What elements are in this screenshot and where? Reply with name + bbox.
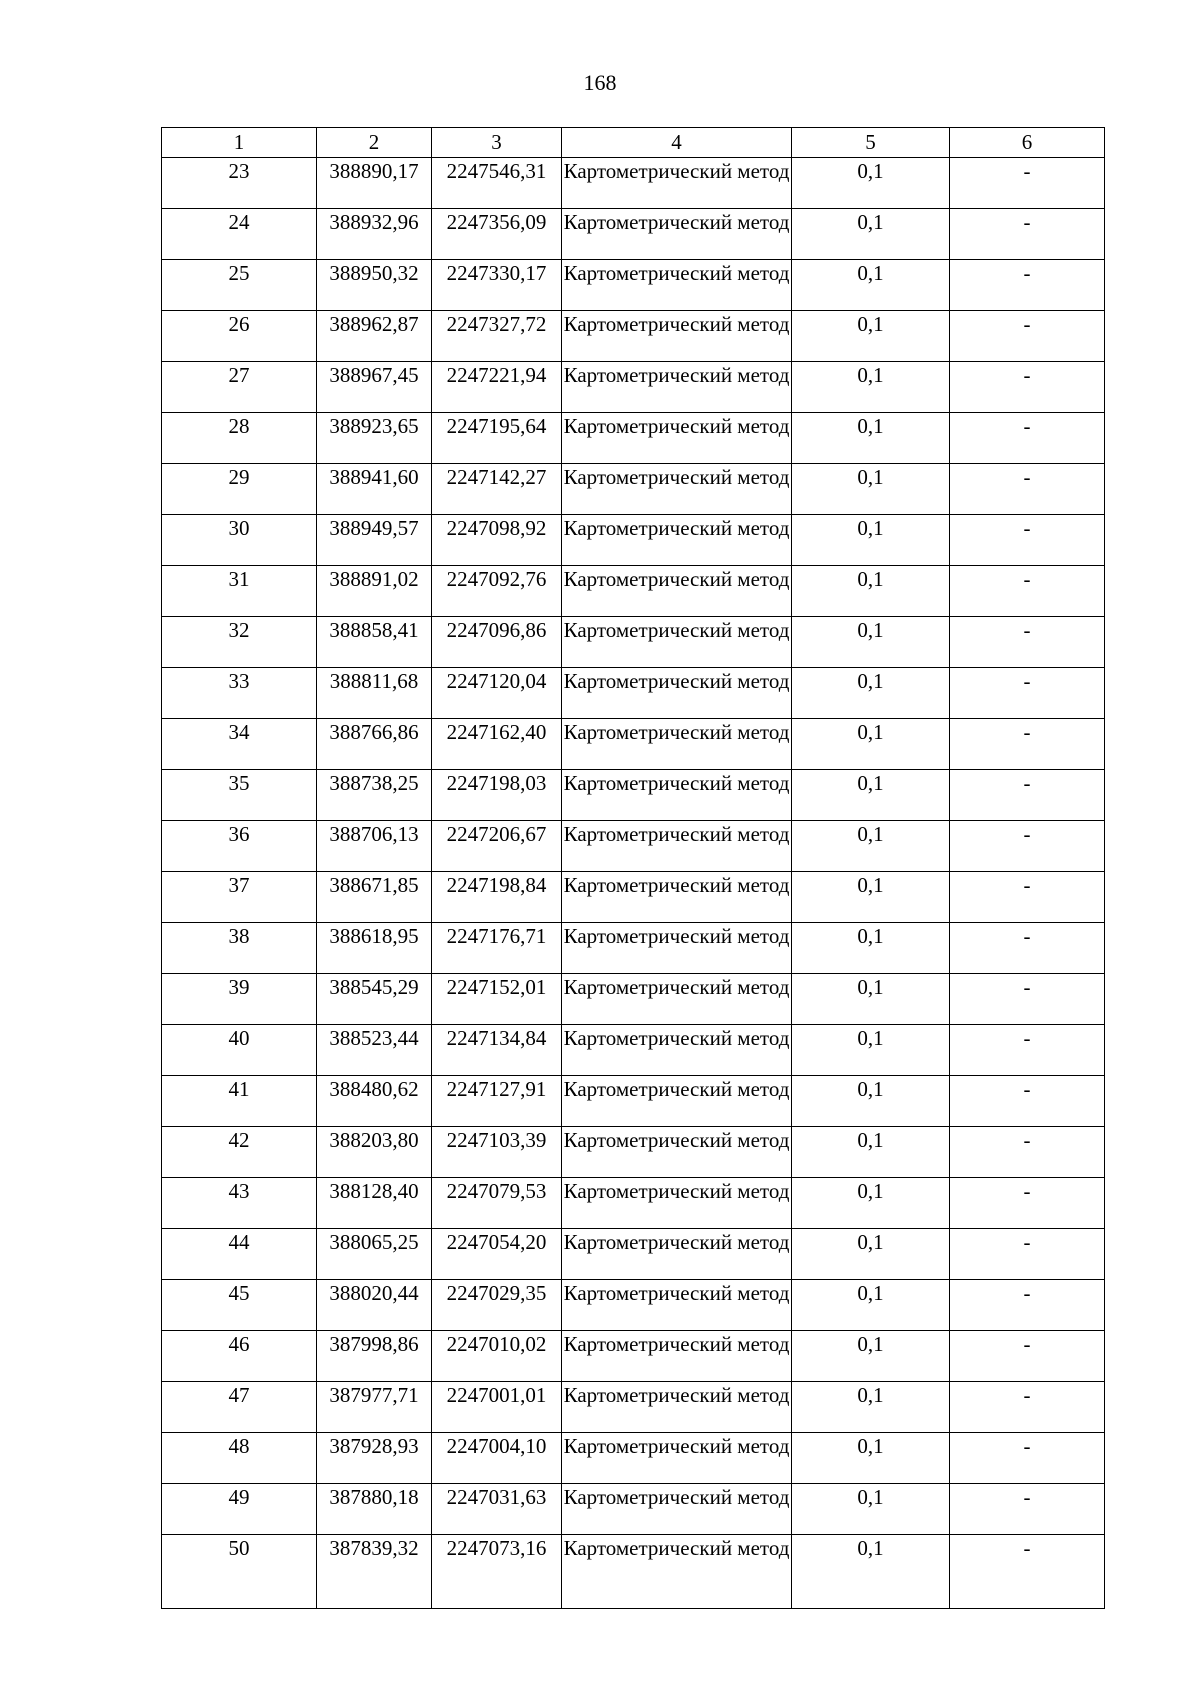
table-row bbox=[162, 1331, 1105, 1382]
method-cell bbox=[562, 974, 792, 1025]
x-coordinate-cell: 387928,93 bbox=[317, 1433, 432, 1484]
point-number-cell: 27 bbox=[162, 362, 317, 413]
note-cell: - bbox=[950, 209, 1105, 260]
y-coordinate-cell: 2247221,94 bbox=[432, 362, 562, 413]
y-coordinate-cell: 2247330,17 bbox=[432, 260, 562, 311]
accuracy-cell: 0,1 bbox=[792, 1433, 950, 1484]
table-row bbox=[162, 362, 1105, 413]
table-row bbox=[162, 1535, 1105, 1609]
table-row bbox=[162, 1025, 1105, 1076]
accuracy-cell: 0,1 bbox=[792, 413, 950, 464]
x-coordinate-cell: 387880,18 bbox=[317, 1484, 432, 1535]
table-row bbox=[162, 872, 1105, 923]
x-coordinate-cell: 388203,80 bbox=[317, 1127, 432, 1178]
x-coordinate-cell: 388941,60 bbox=[317, 464, 432, 515]
y-coordinate-cell: 2247079,53 bbox=[432, 1178, 562, 1229]
table-row bbox=[162, 1127, 1105, 1178]
accuracy-cell: 0,1 bbox=[792, 1127, 950, 1178]
point-number-cell: 42 bbox=[162, 1127, 317, 1178]
method-cell bbox=[562, 1280, 792, 1331]
coordinates-table bbox=[161, 127, 1105, 1609]
column-header-4: 4 bbox=[562, 128, 792, 158]
method-text: Картометрический метод bbox=[563, 363, 790, 387]
page-number: 168 bbox=[583, 70, 617, 95]
x-coordinate-cell: 388891,02 bbox=[317, 566, 432, 617]
method-cell bbox=[562, 1127, 792, 1178]
accuracy-cell: 0,1 bbox=[792, 1076, 950, 1127]
point-number-cell: 43 bbox=[162, 1178, 317, 1229]
method-cell bbox=[562, 668, 792, 719]
accuracy-cell: 0,1 bbox=[792, 1025, 950, 1076]
accuracy-cell: 0,1 bbox=[792, 1178, 950, 1229]
point-number-cell: 30 bbox=[162, 515, 317, 566]
method-cell bbox=[562, 1229, 792, 1280]
x-coordinate-cell: 388923,65 bbox=[317, 413, 432, 464]
x-coordinate-cell: 388128,40 bbox=[317, 1178, 432, 1229]
method-text: Картометрический метод bbox=[563, 414, 790, 438]
method-text: Картометрический метод bbox=[563, 1077, 790, 1101]
table-header bbox=[162, 128, 1105, 158]
note-cell: - bbox=[950, 1229, 1105, 1280]
x-coordinate-cell: 388706,13 bbox=[317, 821, 432, 872]
x-coordinate-cell: 388950,32 bbox=[317, 260, 432, 311]
method-text: Картометрический метод bbox=[563, 720, 790, 744]
point-number-cell: 25 bbox=[162, 260, 317, 311]
method-text: Картометрический метод bbox=[563, 1128, 790, 1152]
method-text: Картометрический метод bbox=[563, 1332, 790, 1356]
note-cell: - bbox=[950, 668, 1105, 719]
x-coordinate-cell: 388618,95 bbox=[317, 923, 432, 974]
x-coordinate-cell: 388020,44 bbox=[317, 1280, 432, 1331]
method-text: Картометрический метод bbox=[563, 975, 790, 999]
x-coordinate-cell: 388738,25 bbox=[317, 770, 432, 821]
method-cell bbox=[562, 1076, 792, 1127]
point-number-cell: 34 bbox=[162, 719, 317, 770]
y-coordinate-cell: 2247092,76 bbox=[432, 566, 562, 617]
point-number-cell: 37 bbox=[162, 872, 317, 923]
method-text: Картометрический метод bbox=[563, 1026, 790, 1050]
method-cell bbox=[562, 1331, 792, 1382]
note-cell: - bbox=[950, 1535, 1105, 1609]
point-number-cell: 45 bbox=[162, 1280, 317, 1331]
point-number-cell: 28 bbox=[162, 413, 317, 464]
accuracy-cell: 0,1 bbox=[792, 158, 950, 209]
accuracy-cell: 0,1 bbox=[792, 923, 950, 974]
method-cell bbox=[562, 158, 792, 209]
y-coordinate-cell: 2247004,10 bbox=[432, 1433, 562, 1484]
x-coordinate-cell: 388967,45 bbox=[317, 362, 432, 413]
note-cell: - bbox=[950, 260, 1105, 311]
x-coordinate-cell: 388545,29 bbox=[317, 974, 432, 1025]
table-row bbox=[162, 770, 1105, 821]
method-cell bbox=[562, 821, 792, 872]
method-cell bbox=[562, 464, 792, 515]
accuracy-cell: 0,1 bbox=[792, 1331, 950, 1382]
x-coordinate-cell: 387998,86 bbox=[317, 1331, 432, 1382]
y-coordinate-cell: 2247198,84 bbox=[432, 872, 562, 923]
x-coordinate-cell: 387977,71 bbox=[317, 1382, 432, 1433]
point-number-cell: 47 bbox=[162, 1382, 317, 1433]
y-coordinate-cell: 2247120,04 bbox=[432, 668, 562, 719]
y-coordinate-cell: 2247546,31 bbox=[432, 158, 562, 209]
table-row bbox=[162, 1433, 1105, 1484]
method-text: Картометрический метод bbox=[563, 312, 790, 336]
accuracy-cell: 0,1 bbox=[792, 566, 950, 617]
method-text: Картометрический метод bbox=[563, 822, 790, 846]
method-text: Картометрический метод bbox=[563, 567, 790, 591]
x-coordinate-cell: 388671,85 bbox=[317, 872, 432, 923]
method-cell bbox=[562, 719, 792, 770]
point-number-cell: 24 bbox=[162, 209, 317, 260]
note-cell: - bbox=[950, 158, 1105, 209]
table-row bbox=[162, 464, 1105, 515]
table-row bbox=[162, 1076, 1105, 1127]
method-text: Картометрический метод bbox=[563, 261, 790, 285]
method-cell bbox=[562, 413, 792, 464]
table-row bbox=[162, 1178, 1105, 1229]
method-cell bbox=[562, 923, 792, 974]
note-cell: - bbox=[950, 413, 1105, 464]
method-text: Картометрический метод bbox=[563, 669, 790, 693]
accuracy-cell: 0,1 bbox=[792, 209, 950, 260]
note-cell: - bbox=[950, 362, 1105, 413]
column-header-3: 3 bbox=[432, 128, 562, 158]
method-cell bbox=[562, 1433, 792, 1484]
point-number-cell: 46 bbox=[162, 1331, 317, 1382]
accuracy-cell: 0,1 bbox=[792, 617, 950, 668]
note-cell: - bbox=[950, 1382, 1105, 1433]
point-number-cell: 36 bbox=[162, 821, 317, 872]
y-coordinate-cell: 2247198,03 bbox=[432, 770, 562, 821]
x-coordinate-cell: 388523,44 bbox=[317, 1025, 432, 1076]
method-cell bbox=[562, 260, 792, 311]
accuracy-cell: 0,1 bbox=[792, 1382, 950, 1433]
x-coordinate-cell: 388962,87 bbox=[317, 311, 432, 362]
column-header-2: 2 bbox=[317, 128, 432, 158]
x-coordinate-cell: 388065,25 bbox=[317, 1229, 432, 1280]
method-text: Картометрический метод bbox=[563, 1179, 790, 1203]
accuracy-cell: 0,1 bbox=[792, 719, 950, 770]
accuracy-cell: 0,1 bbox=[792, 515, 950, 566]
accuracy-cell: 0,1 bbox=[792, 362, 950, 413]
y-coordinate-cell: 2247356,09 bbox=[432, 209, 562, 260]
y-coordinate-cell: 2247195,64 bbox=[432, 413, 562, 464]
point-number-cell: 40 bbox=[162, 1025, 317, 1076]
table-row bbox=[162, 974, 1105, 1025]
note-cell: - bbox=[950, 566, 1105, 617]
note-cell: - bbox=[950, 1178, 1105, 1229]
note-cell: - bbox=[950, 515, 1105, 566]
method-text: Картометрический метод bbox=[563, 1281, 790, 1305]
note-cell: - bbox=[950, 1280, 1105, 1331]
point-number-cell: 39 bbox=[162, 974, 317, 1025]
method-cell bbox=[562, 1484, 792, 1535]
point-number-cell: 32 bbox=[162, 617, 317, 668]
note-cell: - bbox=[950, 1433, 1105, 1484]
method-text: Картометрический метод bbox=[563, 210, 790, 234]
note-cell: - bbox=[950, 1025, 1105, 1076]
accuracy-cell: 0,1 bbox=[792, 260, 950, 311]
note-cell: - bbox=[950, 1484, 1105, 1535]
method-cell bbox=[562, 209, 792, 260]
y-coordinate-cell: 2247029,35 bbox=[432, 1280, 562, 1331]
x-coordinate-cell: 388766,86 bbox=[317, 719, 432, 770]
y-coordinate-cell: 2247134,84 bbox=[432, 1025, 562, 1076]
note-cell: - bbox=[950, 923, 1105, 974]
method-cell bbox=[562, 362, 792, 413]
accuracy-cell: 0,1 bbox=[792, 311, 950, 362]
note-cell: - bbox=[950, 821, 1105, 872]
x-coordinate-cell: 388932,96 bbox=[317, 209, 432, 260]
accuracy-cell: 0,1 bbox=[792, 1484, 950, 1535]
method-text: Картометрический метод bbox=[563, 618, 790, 642]
point-number-cell: 31 bbox=[162, 566, 317, 617]
method-text: Картометрический метод bbox=[563, 1536, 790, 1560]
note-cell: - bbox=[950, 974, 1105, 1025]
point-number-cell: 48 bbox=[162, 1433, 317, 1484]
method-cell bbox=[562, 872, 792, 923]
y-coordinate-cell: 2247327,72 bbox=[432, 311, 562, 362]
y-coordinate-cell: 2247096,86 bbox=[432, 617, 562, 668]
point-number-cell: 23 bbox=[162, 158, 317, 209]
note-cell: - bbox=[950, 617, 1105, 668]
point-number-cell: 49 bbox=[162, 1484, 317, 1535]
accuracy-cell: 0,1 bbox=[792, 770, 950, 821]
note-cell: - bbox=[950, 464, 1105, 515]
column-header-1: 1 bbox=[162, 128, 317, 158]
method-cell bbox=[562, 1535, 792, 1609]
table-row bbox=[162, 260, 1105, 311]
method-cell bbox=[562, 770, 792, 821]
point-number-cell: 29 bbox=[162, 464, 317, 515]
accuracy-cell: 0,1 bbox=[792, 464, 950, 515]
y-coordinate-cell: 2247098,92 bbox=[432, 515, 562, 566]
note-cell: - bbox=[950, 1331, 1105, 1382]
point-number-cell: 38 bbox=[162, 923, 317, 974]
point-number-cell: 41 bbox=[162, 1076, 317, 1127]
point-number-cell: 33 bbox=[162, 668, 317, 719]
note-cell: - bbox=[950, 311, 1105, 362]
note-cell: - bbox=[950, 872, 1105, 923]
table-row bbox=[162, 1280, 1105, 1331]
table-row bbox=[162, 1484, 1105, 1535]
table-row bbox=[162, 617, 1105, 668]
y-coordinate-cell: 2247206,67 bbox=[432, 821, 562, 872]
y-coordinate-cell: 2247010,02 bbox=[432, 1331, 562, 1382]
table-row bbox=[162, 1382, 1105, 1433]
table-row bbox=[162, 209, 1105, 260]
y-coordinate-cell: 2247176,71 bbox=[432, 923, 562, 974]
point-number-cell: 26 bbox=[162, 311, 317, 362]
method-text: Картометрический метод bbox=[563, 159, 790, 183]
point-number-cell: 50 bbox=[162, 1535, 317, 1609]
x-coordinate-cell: 388480,62 bbox=[317, 1076, 432, 1127]
method-text: Картометрический метод bbox=[563, 1230, 790, 1254]
table-row bbox=[162, 668, 1105, 719]
table-row bbox=[162, 821, 1105, 872]
y-coordinate-cell: 2247162,40 bbox=[432, 719, 562, 770]
method-cell bbox=[562, 1382, 792, 1433]
accuracy-cell: 0,1 bbox=[792, 872, 950, 923]
note-cell: - bbox=[950, 770, 1105, 821]
table-row bbox=[162, 1229, 1105, 1280]
table-row bbox=[162, 923, 1105, 974]
y-coordinate-cell: 2247103,39 bbox=[432, 1127, 562, 1178]
method-cell bbox=[562, 617, 792, 668]
accuracy-cell: 0,1 bbox=[792, 821, 950, 872]
table-row bbox=[162, 311, 1105, 362]
method-text: Картометрический метод bbox=[563, 465, 790, 489]
point-number-cell: 35 bbox=[162, 770, 317, 821]
y-coordinate-cell: 2247127,91 bbox=[432, 1076, 562, 1127]
accuracy-cell: 0,1 bbox=[792, 668, 950, 719]
y-coordinate-cell: 2247152,01 bbox=[432, 974, 562, 1025]
y-coordinate-cell: 2247142,27 bbox=[432, 464, 562, 515]
method-text: Картометрический метод bbox=[563, 873, 790, 897]
y-coordinate-cell: 2247073,16 bbox=[432, 1535, 562, 1609]
table-row bbox=[162, 413, 1105, 464]
accuracy-cell: 0,1 bbox=[792, 1229, 950, 1280]
note-cell: - bbox=[950, 1127, 1105, 1178]
column-header-6: 6 bbox=[950, 128, 1105, 158]
method-text: Картометрический метод bbox=[563, 1485, 790, 1509]
y-coordinate-cell: 2247054,20 bbox=[432, 1229, 562, 1280]
accuracy-cell: 0,1 bbox=[792, 1280, 950, 1331]
table-body bbox=[162, 158, 1105, 1609]
method-cell bbox=[562, 311, 792, 362]
note-cell: - bbox=[950, 719, 1105, 770]
method-cell bbox=[562, 1025, 792, 1076]
note-cell: - bbox=[950, 1076, 1105, 1127]
accuracy-cell: 0,1 bbox=[792, 974, 950, 1025]
method-text: Картометрический метод bbox=[563, 1434, 790, 1458]
x-coordinate-cell: 387839,32 bbox=[317, 1535, 432, 1609]
method-cell bbox=[562, 515, 792, 566]
table-row bbox=[162, 719, 1105, 770]
method-cell bbox=[562, 566, 792, 617]
header-row bbox=[162, 128, 1105, 158]
table-row bbox=[162, 566, 1105, 617]
y-coordinate-cell: 2247031,63 bbox=[432, 1484, 562, 1535]
x-coordinate-cell: 388811,68 bbox=[317, 668, 432, 719]
x-coordinate-cell: 388858,41 bbox=[317, 617, 432, 668]
x-coordinate-cell: 388949,57 bbox=[317, 515, 432, 566]
method-text: Картометрический метод bbox=[563, 771, 790, 795]
method-cell bbox=[562, 1178, 792, 1229]
point-number-cell: 44 bbox=[162, 1229, 317, 1280]
method-text: Картометрический метод bbox=[563, 1383, 790, 1407]
table-row bbox=[162, 158, 1105, 209]
method-text: Картометрический метод bbox=[563, 516, 790, 540]
x-coordinate-cell: 388890,17 bbox=[317, 158, 432, 209]
y-coordinate-cell: 2247001,01 bbox=[432, 1382, 562, 1433]
method-text: Картометрический метод bbox=[563, 924, 790, 948]
accuracy-cell: 0,1 bbox=[792, 1535, 950, 1609]
column-header-5: 5 bbox=[792, 128, 950, 158]
table-row bbox=[162, 515, 1105, 566]
